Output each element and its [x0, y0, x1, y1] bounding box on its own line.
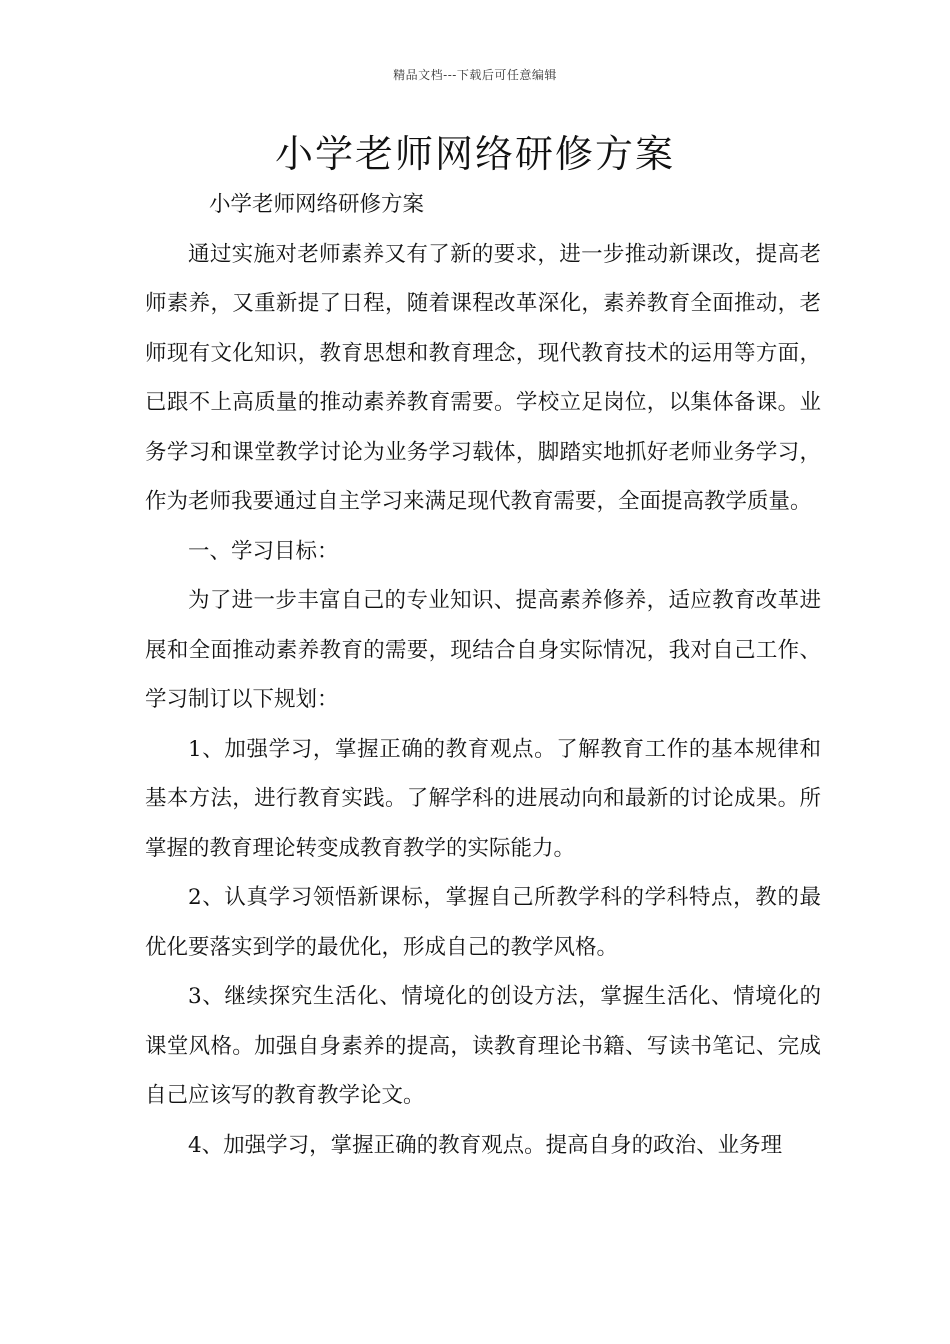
list-item-3: 3、继续探究生活化、情境化的创设方法，掌握生活化、情境化的课堂风格。加强自身素养的提高，读教育理论书籍、写读书笔记、完成自己应该写的教育教学论文。 [145, 984, 821, 1108]
list-item-1: 1、加强学习，掌握正确的教育观点。了解教育工作的基本规律和基本方法，进行教育实践。了解学科的进展动向和最新的讨论成果。所掌握的教育理论转变成教育教学的实际能力。 [145, 736, 821, 861]
document-body [145, 180, 821, 1170]
paragraph-goals: 为了进一步丰富自己的专业知识、提高素养修养，适应教育改革进展和全面推动素养教育的需要，现结合自身实际情况，我对自己工作、学习制订以下规划： [145, 588, 821, 712]
section-heading-goals: 一、学习目标： [188, 538, 339, 564]
list-item-4: 4、加强学习，掌握正确的教育观点。提高自身的政治、业务理 [188, 1132, 783, 1158]
document-title: 小学老师网络研修方案 [274, 132, 675, 176]
header-note: 精品文档---下载后可任意编辑 [393, 68, 557, 82]
paragraph-intro: 通过实施对老师素养又有了新的要求，进一步推动新课改，提高老师素养，又重新提了日程，随着课程改革深化，素养教育全面推动，老师现有文化知识，教育思想和教育理念，现代教育技术的运用等方面，已跟不上高质量的推动素养教育需要。学校立足岗位，以集体备课。业务学习和课堂教学讨论为业务学习载体，脚踏实地抓好老师业务学习，作为老师我要通过自主学习来满足现代教育需要，全面提高教学质量。 [145, 241, 821, 514]
document-subtitle: 小学老师网络研修方案 [209, 192, 425, 217]
list-item-2: 2、认真学习领悟新课标，掌握自己所教学科的学科特点，教的最优化要落实到学的最优化，形成自己的教学风格。 [145, 885, 821, 960]
